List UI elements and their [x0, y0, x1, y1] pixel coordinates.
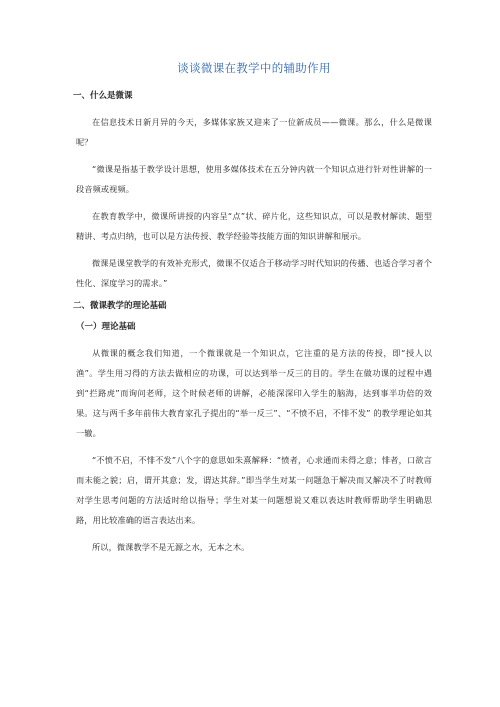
section-2-paragraph-1: 从微课的概念我们知道，一个微课就是一个知识点，它注重的是方法的传授，即“授人以渔”。学生用习得的方法去做相应的功课，可以达到举一反三的目的。学生在做功课的过程中遇到“拦路虎”而询问老师，这个时候老师的讲解，必能深深印入学生的脑海，达到事半功倍的效果。这与两千多年前伟大教育家孔子提出的“举一反三”、“不愤不启，不悱不发” 的教学理论如其一辙。 — [76, 347, 432, 438]
section-1-paragraph-1: 在信息技术日新月异的今天，多媒体家族又迎来了一位新成员——微课。那么，什么是微课呢？ — [76, 116, 432, 147]
section-1-paragraph-4: 微课是课堂教学的有效补充形式，微课不仅适合于移动学习时代知识的传播、也适合学习者个性化、深度学习的需求。” — [76, 257, 432, 288]
section-1-paragraph-3: 在教育教学中，微课所讲授的内容呈“点”状、碎片化，这些知识点，可以是教材解读、题型精讲、考点归纳，也可以是方法传授、教学经验等技能方面的知识讲解和展示。 — [76, 210, 432, 241]
section-1-paragraph-2: “微课是指基于教学设计思想，使用多媒体技术在五分钟内就一个知识点进行针对性讲解的一段音频或视频。 — [76, 163, 432, 194]
document-title: 谈谈微课在教学中的辅助作用 — [177, 61, 331, 75]
document-page — [73, 60, 432, 563]
section-2-subheading: （一）理论基础 — [76, 322, 136, 333]
section-1-heading: 一、什么是微课 — [73, 91, 133, 102]
section-2-paragraph-2: “不愤不启，不悱不发”八个字的意思如朱熹解释：“愤者，心求通而未得之意；悱者，口欲言而未能之貌；启，谓开其意；发，谓达其辞。”即当学生对某一问题急于解决而又解决不了时教师对学生思考问题的方法适时给以指导；学生对某一问题想说又难以表达时教师帮助学生明确思路，用比较准确的语言表达出来。 — [76, 454, 432, 525]
section-2-paragraph-3: 所以，微课教学不是无源之水，无本之木。 — [92, 541, 250, 552]
section-2-heading: 二、微课教学的理论基础 — [73, 300, 167, 311]
